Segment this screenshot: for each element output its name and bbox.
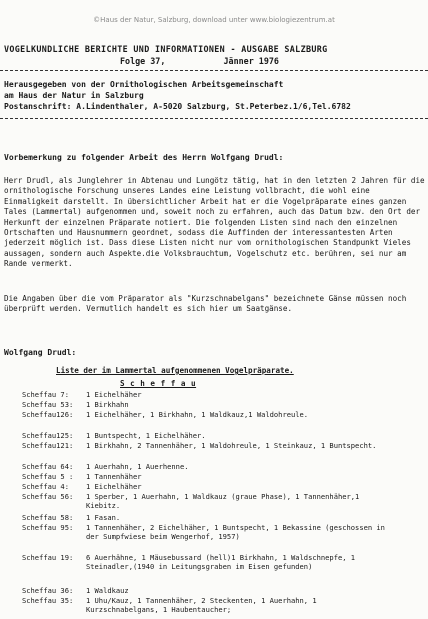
list-item: Scheffau 4: 1 Eichelhäher bbox=[22, 482, 142, 491]
list-item: Scheffau 95: 1 Tannenhäher, 2 Eichelhäher, 1 Buntspecht, 1 Bekassine (geschossen in der Sumpfwiese beim Wengerhof, 1957) bbox=[22, 523, 385, 541]
place-heading: S c h e f f a u bbox=[120, 379, 197, 388]
divider bbox=[0, 118, 428, 119]
intro-heading: Vorbemerkung zu folgender Arbeit des Herrn Wolfgang Drudl: bbox=[4, 153, 284, 162]
list-item: Scheffau 7: 1 Eichelhäher bbox=[22, 390, 142, 399]
publisher-line-1: Herausgegeben von der Ornithologischen Arbeitsgemeinschaft bbox=[4, 80, 284, 89]
publisher-line-2: am Haus der Natur in Salzburg bbox=[4, 91, 144, 100]
series-title: VOGELKUNDLICHE BERICHTE UND INFORMATIONEN - AUSGABE SALZBURG bbox=[4, 44, 328, 54]
watermark: ©Haus der Natur, Salzburg, download unter www.biologiezentrum.at bbox=[93, 16, 335, 24]
list-item: Scheffau125: 1 Buntspecht, 1 Eichelhäher. bbox=[22, 431, 206, 440]
list-item: Scheffau121: 1 Birkhahn, 2 Tannenhäher, 1 Waldohreule, 1 Steinkauz, 1 Buntspecht. bbox=[22, 441, 377, 450]
intro-paragraph-2: Die Angaben über die vom Präparator als "Kurzschnabelgans" bezeichnete Gänse müssen noch überprüft werden. Vermutlich handelt es sich hier um Saatgänse. bbox=[4, 294, 407, 314]
list-item: Scheffau 53: 1 Birkhahn bbox=[22, 400, 129, 409]
list-item: Scheffau 56: 1 Sperber, 1 Auerhahn, 1 Waldkauz (graue Phase), 1 Tannenhäher,1 Kiebitz. bbox=[22, 492, 360, 510]
list-item: Scheffau 58: 1 Fasan. bbox=[22, 513, 121, 522]
list-heading: Liste der im Lammertal aufgenommenen Vogelpräparate. bbox=[56, 366, 294, 375]
author-name: Wolfgang Drudl: bbox=[4, 348, 77, 357]
list-item: Scheffau 64: 1 Auerhahn, 1 Auerhenne. bbox=[22, 462, 189, 471]
issue-line bbox=[120, 56, 279, 66]
list-item: Scheffau126: 1 Eichelhäher, 1 Birkhahn, 1 Waldkauz,1 Waldohreule. bbox=[22, 410, 309, 419]
issue-number: Folge 37, bbox=[120, 56, 166, 66]
divider bbox=[0, 70, 428, 71]
publisher-address: Postanschrift: A.Lindenthaler, A-5020 Salzburg, St.Peterbez.1/6,Tel.6782 bbox=[4, 102, 351, 111]
intro-paragraph-1: Herr Drudl, als Junglehrer in Abtenau und Lungötz tätig, hat in den letzten 2 Jahren für die ornithologische Forschung unseres Landes eine Leistung vollbracht, die wohl eine Einmaligkeit darstellt. In übersichtlicher Arbeit hat er die Vogelpräparate eines ganzen Tales (Lammertal) aufgenommen und, soweit noch zu erfahren, auch das Datum bzw. den Ort der Herkunft der einzelnen Präparate notiert. Die folgenden Listen sind nach den einzelnen Ortschaften und Hausnummern geordnet, sodass die Auffinden der interessantesten Arten jederzeit möglich ist. Dass diese Listen nicht nur vom ornithologischen Standpunkt Vieles aussagen, sondern auch Aspekte.die Volksbrauchtum, Vogelschutz etc. berühren, sei nur am Rande vermerkt. bbox=[4, 176, 425, 269]
list-item: Scheffau 19: 6 Auerhähne, 1 Mäusebussard (hell)1 Birkhahn, 1 Waldschnepfe, 1 Steinadler,(1940 in Leitungsgraben im Eisen gefunden) bbox=[22, 553, 356, 571]
issue-date: Jänner 1976 bbox=[223, 56, 279, 66]
list-item: Scheffau 5 : 1 Tannenhäher bbox=[22, 472, 142, 481]
list-item: Scheffau 35: 1 Uhu/Kauz, 1 Tannenhäher, 2 Steckenten, 1 Auerhahn, 1 Kurzschnabelgans, 1 Haubentaucher; bbox=[22, 596, 317, 614]
list-item: Scheffau 36: 1 Waldkauz bbox=[22, 586, 129, 595]
